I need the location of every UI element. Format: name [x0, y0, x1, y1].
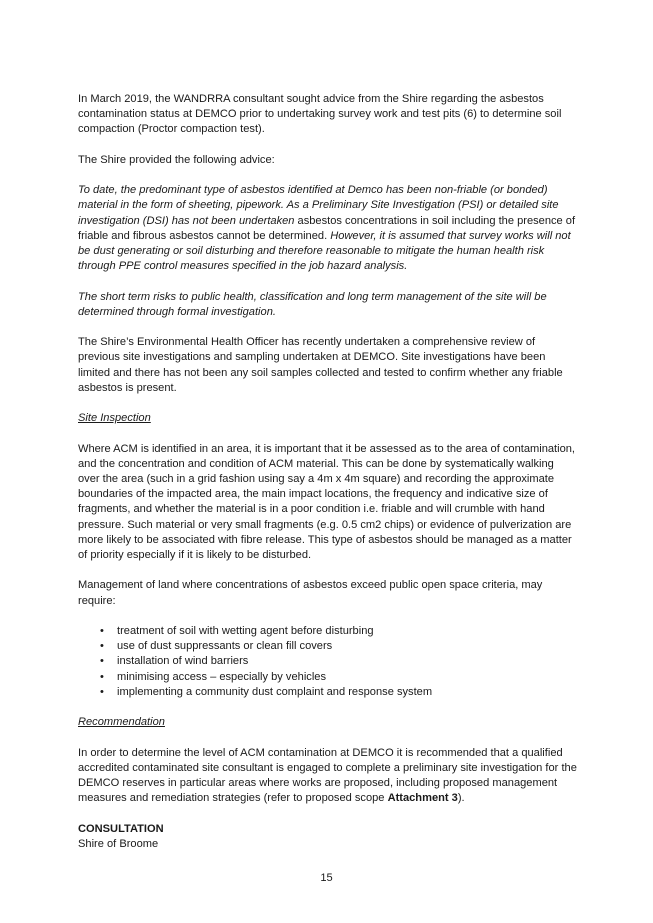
paragraph-advice-quote — [78, 183, 578, 274]
advice-italic-a: To date, the predominant type of asbestos identified at Demco has been non-friable (or bonded) material in the form of sheeting, pipework. As a Preliminary Site Investigation (PSI) or detailed site investigation (DSI) has not been undertaken — [78, 184, 559, 227]
recommendation-text: In order to determine the level of ACM contamination at DEMCO it is recommended that a qualified accredited contaminated site consultant is engaged to complete a preliminary site investigation for the DEMCO reserves in particular areas where works are proposed, including proposed management measures and remediation strategies (refer to proposed scope — [78, 746, 577, 805]
advice-plain: asbestos concentrations in soil including the presence of friable and fibrous asbestos cannot be determined. — [78, 214, 576, 242]
page-number: 15 — [320, 872, 333, 884]
list-item: • implementing a community dust complaint and response system — [78, 685, 578, 700]
heading-recommendation: Recommendation — [78, 716, 165, 729]
consultation-title: CONSULTATION — [78, 822, 164, 835]
paragraph-advice-lead: The Shire provided the following advice: — [78, 153, 275, 166]
paragraph-intro: In March 2019, the WANDRRA consultant sought advice from the Shire regarding the asbestos contamination status at DEMCO prior to undertaking survey work and test pits (6) to determine soil compaction (Proctor compaction test). — [78, 93, 562, 136]
list-item: • use of dust suppressants or clean fill covers — [78, 639, 578, 654]
recommendation-close: ). — [457, 792, 465, 805]
attachment-reference: Attachment 3 — [387, 792, 458, 805]
advice-italic-b: However, it is assumed that survey works will not be dust generating or soil disturbing and therefore reasonable to mitigate the human health risk through PPE control measures specified in the job hazard analysis. — [78, 229, 571, 273]
paragraph-recommendation — [78, 746, 578, 807]
paragraph-ehO-review: The Shire’s Environmental Health Officer has recently undertaken a comprehensive review of previous site investigations and sampling undertaken at DEMCO. Site investigations have been limited and there has not been any soil samples collected and tested to confirm whether any friable asbestos is present. — [78, 336, 563, 394]
paragraph-acm-assessment: Where ACM is identified in an area, it is important that it be assessed as to the area of contamination, and the concentration and condition of ACM material. This can be done by systematically walking over the area (such in a grid fashion using say a 4m x 4m square) and recording the approximate boundaries of the impacted area, the main impact locations, the frequency and indicative size of fragments, and whether the material is in a poor condition i.e. friable and will crumble with hand pressure. Such material or very small fragments (e.g. 0.5 cm2 chips) or evidence of pulverization are more likely to be associated with fibre release. This type of asbestos should be managed as a matter of priority especially if it is likely to be disturbed. — [78, 442, 576, 561]
heading-site-inspection: Site Inspection — [78, 412, 151, 425]
paragraph-management-lead: Management of land where concentrations of asbestos exceed public open space criteria, may require: — [78, 579, 543, 607]
list-item: • minimising access – especially by vehicles — [78, 670, 578, 685]
list-item: • treatment of soil with wetting agent before disturbing — [78, 624, 578, 639]
management-list — [78, 624, 578, 700]
list-item: • installation of wind barriers — [78, 654, 578, 669]
paragraph-short-term-risks: The short term risks to public health, classification and long term management of the site will be determined through formal investigation. — [78, 290, 547, 318]
document-body — [78, 92, 578, 852]
heading-consultation — [78, 822, 578, 837]
consultation-body: Shire of Broome — [78, 837, 159, 850]
